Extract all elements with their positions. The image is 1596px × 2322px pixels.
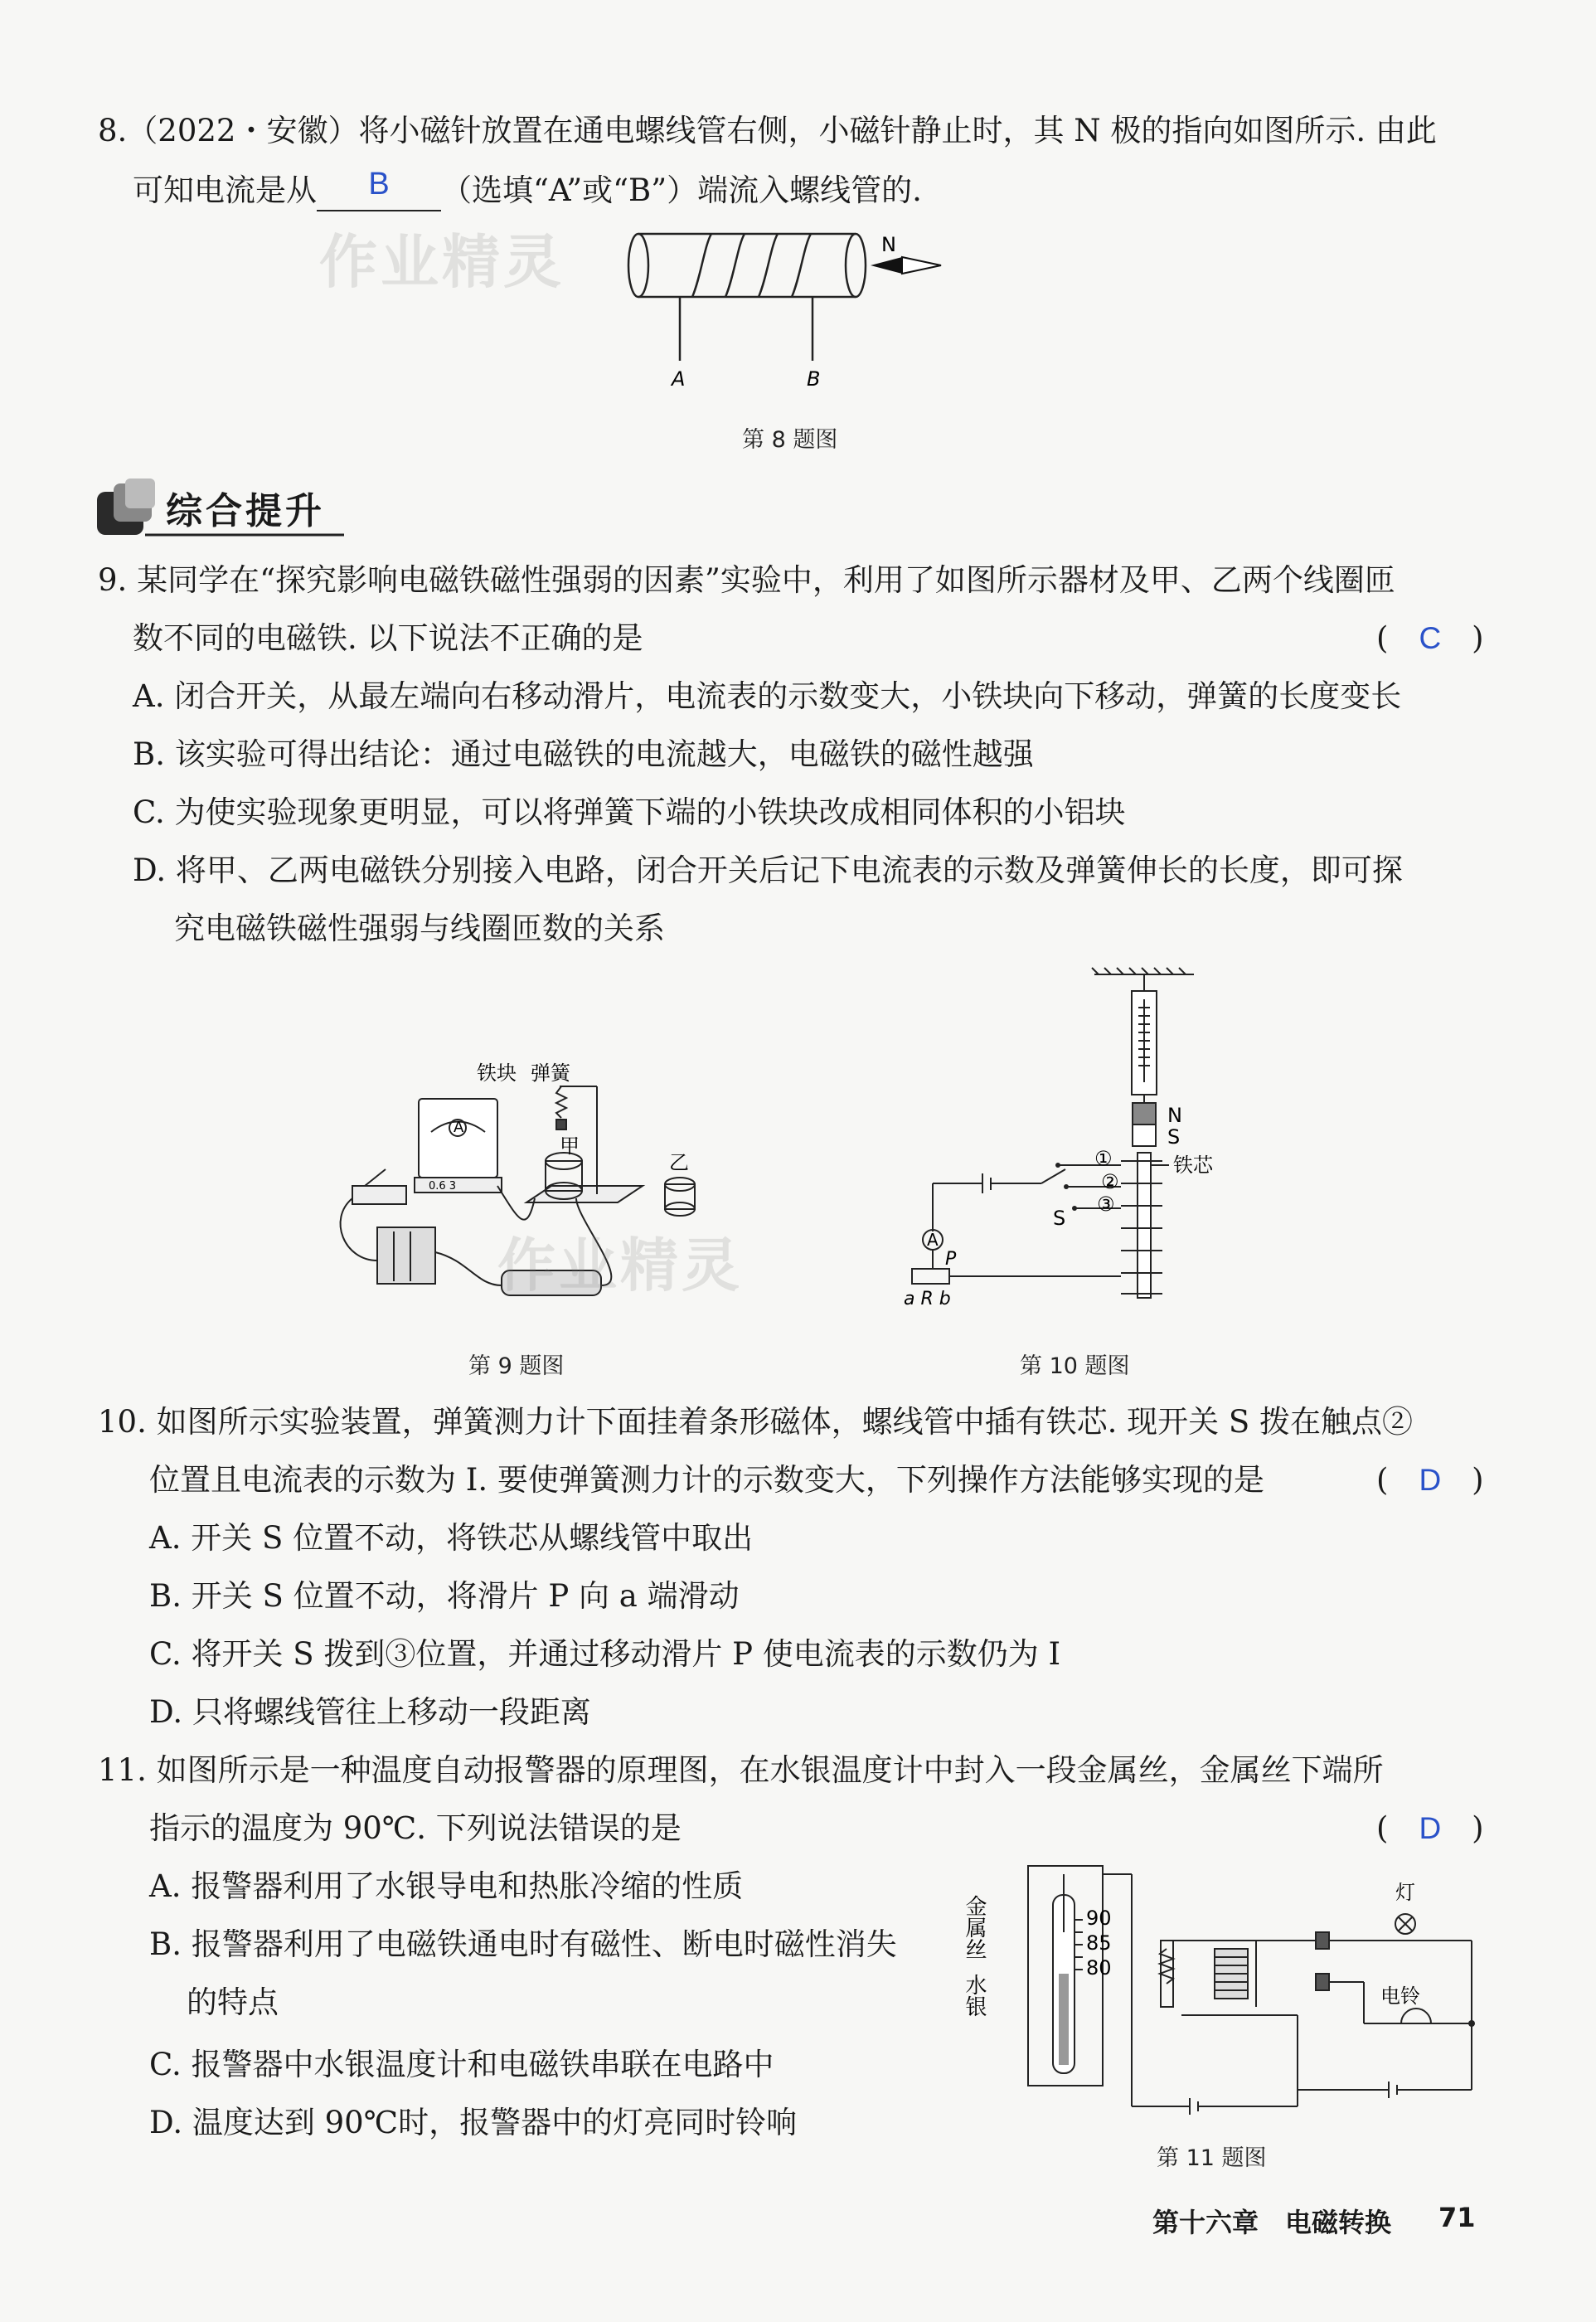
q9-label-iron: 铁块: [477, 1061, 517, 1085]
q10-stem-line1: 10. 如图所示实验装置，弹簧测力计下面挂着条形磁体，螺线管中插有铁芯. 现开关 S 拨在触点②: [98, 1404, 1413, 1440]
compass-needle: [871, 257, 941, 274]
q8-answer: B: [368, 167, 390, 202]
q8-label-b: B: [807, 367, 821, 391]
q11-option-c: C. 报警器中水银温度计和电磁铁串联在电路中: [149, 2047, 774, 2082]
q11-temp-80: 80: [1086, 1956, 1112, 1980]
q8-label-n: N: [881, 233, 896, 256]
q9-label-yi: 乙: [669, 1151, 689, 1174]
q8-fig-caption: 第 8 题图: [742, 427, 838, 453]
q10-label-switch: S: [1053, 1207, 1066, 1230]
q10-label-s: S: [1167, 1125, 1181, 1149]
q9-label-spring: 弹簧: [531, 1061, 570, 1085]
section-title: 综合提升: [166, 490, 325, 532]
q11-stem-line1: 11. 如图所示是一种温度自动报警器的原理图，在水银温度计中封入一段金属丝，金属丝下端所: [98, 1752, 1384, 1788]
q11-option-a: A. 报警器利用了水银导电和热胀冷缩的性质: [149, 1868, 744, 1904]
q9-label-jia: 甲: [560, 1134, 580, 1158]
q10-option-d: D. 只将螺线管往上移动一段距离: [149, 1694, 591, 1730]
q9-option-c: C. 为使实验现象更明显，可以将弹簧下端的小铁块改成相同体积的小铝块: [133, 794, 1126, 830]
q11-figure: [962, 1858, 1488, 2131]
watermark-2: 作业精灵: [497, 1231, 743, 1299]
q11-stem-line2: 指示的温度为 90℃. 下列说法错误的是: [149, 1810, 682, 1846]
q9-answer-paren: ( C ): [1376, 620, 1484, 656]
q10-stem-line2: 位置且电流表的示数为 I. 要使弹簧测力计的示数变大，下列操作方法能够实现的是: [149, 1462, 1264, 1498]
q10-contact-3: ③: [1097, 1193, 1115, 1216]
q10-figure: [895, 966, 1244, 1314]
q11-option-b: B. 报警器利用了电磁铁通电时有磁性、断电时磁性消失: [149, 1926, 897, 1962]
q9-option-a: A. 闭合开关，从最左端向右移动滑片，电流表的示数变大，小铁块向下移动，弹簧的长度变长: [133, 678, 1402, 714]
q11-temp-90: 90: [1086, 1907, 1112, 1930]
q11-label-lamp: 灯: [1395, 1881, 1415, 1904]
q9-ammeter-symbol: A: [454, 1119, 464, 1136]
q11-label-wire: 金属丝: [962, 1895, 987, 1960]
q10-contact-1: ①: [1094, 1147, 1113, 1170]
q10-option-a: A. 开关 S 位置不动，将铁芯从螺线管中取出: [149, 1520, 754, 1556]
q9-stem-line1: 9. 某同学在“探究影响电磁铁磁性强弱的因素”实验中，利用了如图所示器材及甲、乙两个线圈匝: [98, 562, 1395, 598]
q9-answer: C: [1419, 621, 1442, 655]
q11-answer: D: [1419, 1811, 1442, 1845]
q10-fig-caption: 第 10 题图: [1020, 1353, 1130, 1379]
q10-option-b: B. 开关 S 位置不动，将滑片 P 向 a 端滑动: [149, 1578, 740, 1614]
q11-label-mercury: 水银: [962, 1974, 987, 2017]
q10-option-c: C. 将开关 S 拨到③位置，并通过移动滑片 P 使电流表的示数仍为 I: [149, 1636, 1061, 1672]
q8-stem-line2: [133, 167, 922, 211]
q11-temp-85: 85: [1086, 1931, 1112, 1955]
q10-answer: D: [1419, 1463, 1442, 1497]
q10-answer-paren: ( D ): [1376, 1462, 1484, 1498]
q11-option-d: D. 温度达到 90℃时，报警器中的灯亮同时铃响: [149, 2105, 798, 2140]
q8-stem-prefix: 可知电流是从: [133, 172, 317, 208]
watermark: 作业精灵: [319, 228, 565, 296]
q8-answer-blank: [317, 167, 441, 211]
q9-stem-line2: 数不同的电磁铁. 以下说法不正确的是: [133, 620, 643, 656]
q9-meter-scale: 0.6 3: [429, 1180, 457, 1193]
q9-fig-caption: 第 9 题图: [468, 1353, 565, 1379]
q11-fig-caption: 第 11 题图: [1157, 2145, 1267, 2171]
q9-option-d: D. 将甲、乙两电磁铁分别接入电路，闭合开关后记下电流表的示数及弹簧伸长的长度，即可探: [133, 853, 1403, 888]
q8-stem-suffix: （选填“A”或“B”）端流入螺线管的.: [441, 172, 922, 208]
q10-label-n: N: [1167, 1104, 1182, 1127]
q9-option-b: B. 该实验可得出结论：通过电磁铁的电流越大，电磁铁的磁性越强: [133, 736, 1034, 772]
footer-chapter: 第十六章 电磁转换: [1152, 2207, 1392, 2238]
q11-answer-paren: ( D ): [1376, 1810, 1484, 1846]
q10-label-p: P: [945, 1249, 957, 1270]
solenoid: [628, 234, 866, 361]
q8-stem-line1: 8.（2022・安徽）将小磁针放置在通电螺线管右侧，小磁针静止时，其 N 极的指向如图所示. 由此: [98, 113, 1437, 148]
q8-figure: [614, 220, 962, 402]
q9-option-d-cont: 究电磁铁磁性强弱与线圈匝数的关系: [174, 911, 665, 946]
page-number: 71: [1438, 2202, 1476, 2233]
q10-label-arb: a R b: [904, 1289, 951, 1309]
q8-label-a: A: [672, 367, 686, 391]
q10-ammeter-label: A: [927, 1230, 939, 1250]
q11-label-bell: 电铃: [1380, 1984, 1420, 2008]
q10-contact-2: ②: [1101, 1170, 1119, 1193]
q11-option-b-cont: 的特点: [187, 1984, 279, 2020]
q10-label-core: 铁芯: [1173, 1154, 1213, 1177]
